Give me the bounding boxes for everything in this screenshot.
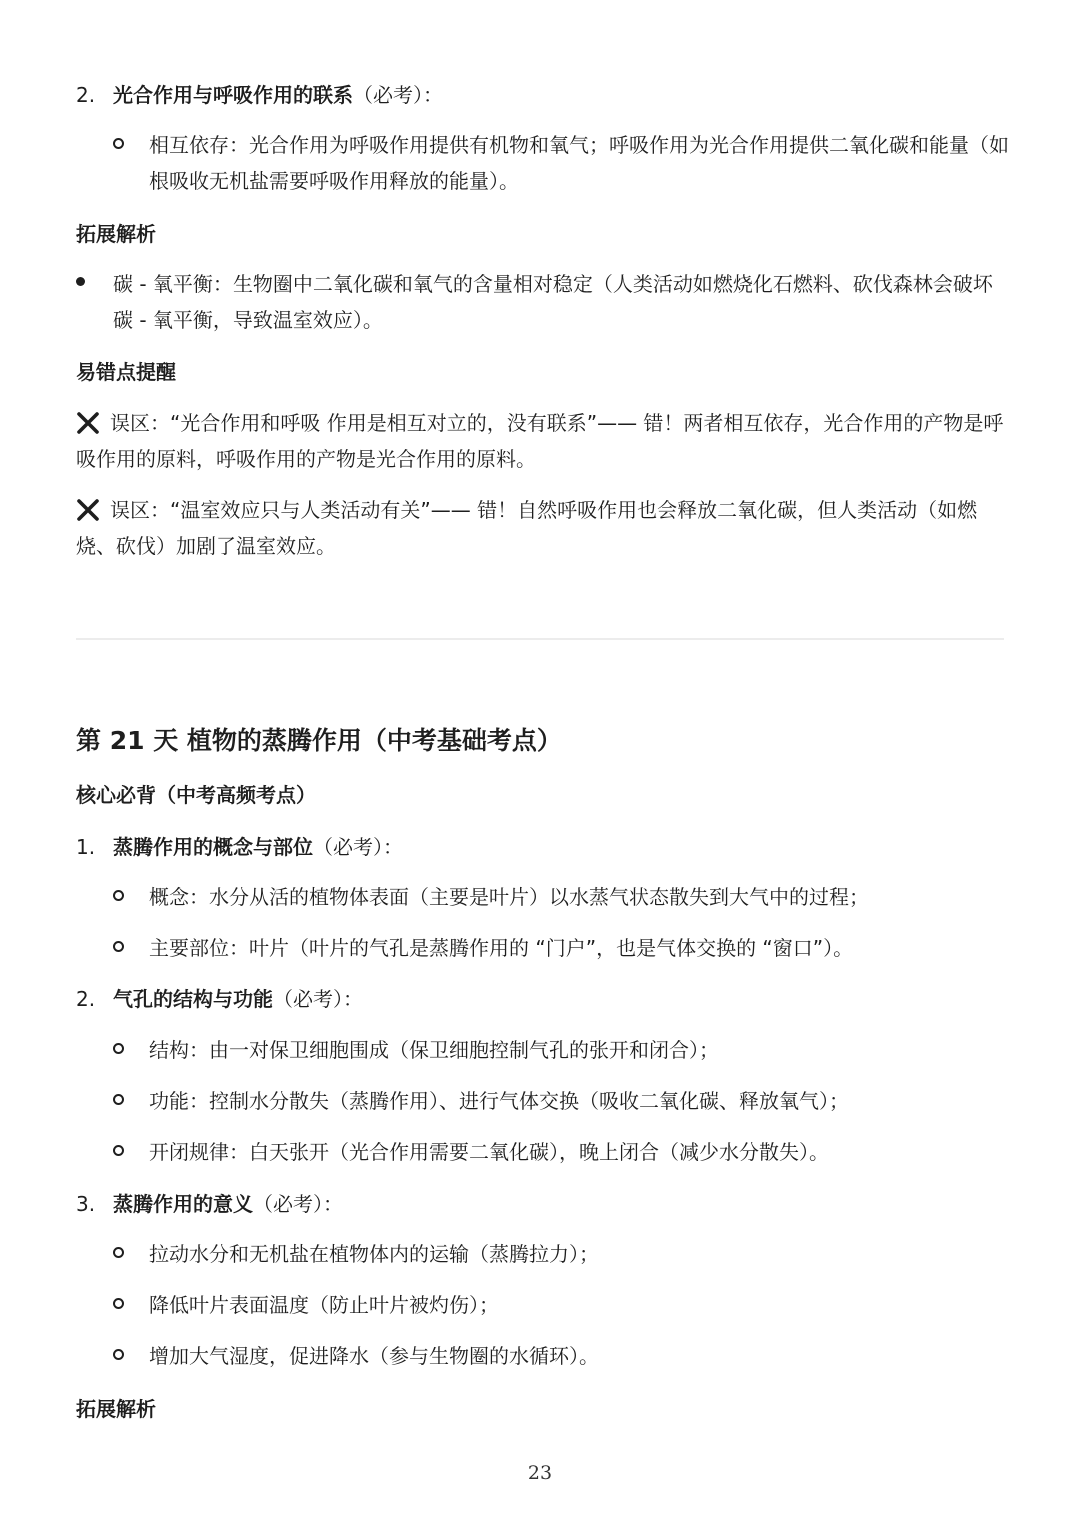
- bullet-text: 光合作用为呼吸作用提供有机物和氧气；呼吸作用为光合作用提供二氧化碳和能量（如根吸收无机盐需要呼吸作用释放的能量）。: [149, 133, 1009, 193]
- item-heading: [113, 835, 403, 859]
- hollow-bullet-icon: [113, 890, 124, 901]
- list-item: 拉动水分和无机盐在植物体内的运输（蒸腾拉力）；: [149, 1242, 599, 1266]
- mistake-note: 误区：“光合作用和呼吸 作用是相互对立的，没有联系”—— 错！两者相互依存，光合作用的产物是呼吸作用的原料，呼吸作用的产物是光合作用的原料。: [76, 411, 1004, 471]
- list-item: 功能：控制水分散失（蒸腾作用）、进行气体交换（吸收二氧化碳、释放氧气）；: [149, 1089, 849, 1113]
- list-item: 结构：由一对保卫细胞围成（保卫细胞控制气孔的张开和闭合）；: [149, 1038, 719, 1062]
- list-item: 开闭规律：白天张开（光合作用需要二氧化碳），晚上闭合（减少水分散失）。: [149, 1140, 829, 1164]
- item-title: 气孔的结构与功能: [113, 987, 273, 1011]
- list-number: 3.: [76, 1192, 96, 1216]
- list-number: 2.: [76, 83, 96, 107]
- bullet-text: 生物圈中二氧化碳和氧气的含量相对稳定（人类活动如燃烧化石燃料、砍伐森林会破坏碳 - 氧平衡，导致温室效应）。: [113, 272, 993, 332]
- list-item: 概念：水分从活的植物体表面（主要是叶片）以水蒸气状态散失到大气中的过程；: [149, 885, 869, 909]
- list-number: 1.: [76, 835, 96, 859]
- section-subheading: 拓展解析: [76, 1397, 156, 1421]
- item-tag: （必考）：: [273, 987, 363, 1011]
- item-heading: [113, 1192, 343, 1216]
- item-heading: [113, 83, 443, 107]
- list-number: 2.: [76, 987, 96, 1011]
- filled-bullet-icon: [76, 277, 85, 286]
- hollow-bullet-icon: [113, 1349, 124, 1360]
- hollow-bullet-icon: [113, 1043, 124, 1054]
- section-subheading: 易错点提醒: [76, 360, 176, 384]
- list-item: 增加大气湿度，促进降水（参与生物圈的水循环）。: [149, 1344, 599, 1368]
- section-subheading: 核心必背（中考高频考点）: [76, 783, 316, 807]
- bullet-label: 碳 - 氧平衡：: [113, 272, 233, 296]
- hollow-bullet-icon: [113, 1298, 124, 1309]
- day-title: 第 21 天 植物的蒸腾作用（中考基础考点）: [76, 726, 562, 755]
- hollow-bullet-icon: [113, 1145, 124, 1156]
- list-item: 主要部位：叶片（叶片的气孔是蒸腾作用的 “门户”，也是气体交换的 “窗口”）。: [149, 936, 854, 960]
- hollow-bullet-icon: [113, 1094, 124, 1105]
- hollow-bullet-icon: [113, 1247, 124, 1258]
- item-title: 蒸腾作用的概念与部位: [113, 835, 313, 859]
- item-title: 光合作用与呼吸作用的联系: [113, 83, 353, 107]
- section-divider: [76, 638, 1004, 640]
- item-tag: （必考）：: [313, 835, 403, 859]
- item-title: 蒸腾作用的意义: [113, 1192, 253, 1216]
- list-item: [113, 266, 1009, 338]
- list-item: 降低叶片表面温度（防止叶片被灼伤）；: [149, 1293, 499, 1317]
- bullet-label: 相互依存：: [149, 133, 249, 157]
- item-tag: （必考）：: [253, 1192, 343, 1216]
- hollow-bullet-icon: [113, 138, 124, 149]
- page-number: 23: [527, 1462, 553, 1484]
- item-heading: [113, 987, 363, 1011]
- item-tag: （必考）：: [353, 83, 443, 107]
- mistake-note: 误区：“温室效应只与人类活动有关”—— 错！自然呼吸作用也会释放二氧化碳，但人类活动（如燃烧、砍伐）加剧了温室效应。: [76, 498, 978, 558]
- list-item: [149, 127, 1009, 199]
- section-subheading: 拓展解析: [76, 222, 156, 246]
- hollow-bullet-icon: [113, 941, 124, 952]
